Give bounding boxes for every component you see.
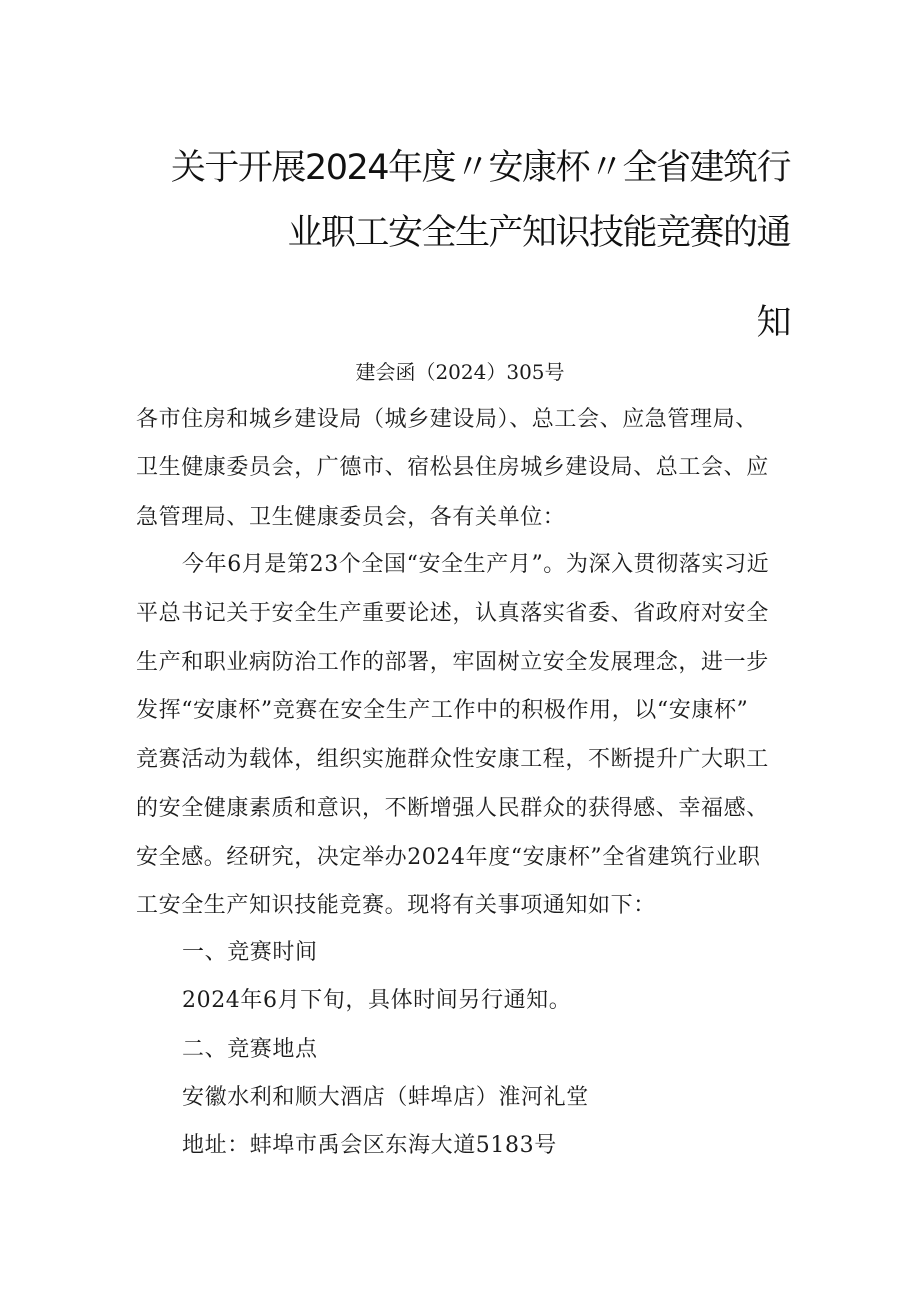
paragraph-line: 发挥“安康杯”竞赛在安全生产工作中的积极作用，以“安康杯” <box>136 698 749 723</box>
paragraph-line: 生产和职业病防治工作的部署，牢固树立安全发展理念，进一步 <box>136 650 769 675</box>
addressee-line-1: 各市住房和城乡建设局（城乡建设局）、总工会、应急管理局、 <box>136 407 758 432</box>
document-number: 建会函（2024）305号 <box>355 360 565 384</box>
section-heading-location: 二、竞赛地点 <box>182 1037 318 1062</box>
title-line-2: 业职工安全生产知识技能竞赛的通 <box>287 213 790 253</box>
paragraph-line: 安全感。经研究，决定举办2024年度“安康杯”全省建筑行业职 <box>136 845 761 870</box>
addressee-line-2: 卫生健康委员会，广德市、宿松县住房城乡建设局、总工会、应 <box>136 455 769 480</box>
paragraph-line: 平总书记关于安全生产重要论述，认真落实省委、省政府对安全 <box>136 601 769 626</box>
section-body-address: 地址：蚌埠市禹会区东海大道5183号 <box>182 1133 557 1158</box>
title-line-1: 关于开展2024年度〃安康杯〃全省建筑行 <box>170 148 790 188</box>
paragraph-line: 竞赛活动为载体，组织实施群众性安康工程，不断提升广大职工 <box>136 747 769 772</box>
section-body-time: 2024年6月下旬，具体时间另行通知。 <box>182 988 572 1013</box>
section-heading-time: 一、竞赛时间 <box>182 940 318 965</box>
title-line-3: 知 <box>756 303 790 343</box>
paragraph-line: 的安全健康素质和意识，不断增强人民群众的获得感、幸福感、 <box>136 796 769 821</box>
section-body-venue: 安徽水利和顺大酒店（蚌埠店）淮河礼堂 <box>182 1085 589 1110</box>
addressee-line-3: 急管理局、卫生健康委员会，各有关单位： <box>136 505 566 530</box>
paragraph-line: 今年6月是第23个全国“安全生产月”。为深入贯彻落实习近 <box>182 552 770 577</box>
paragraph-line: 工安全生产知识技能竞赛。现将有关事项通知如下： <box>136 893 656 918</box>
